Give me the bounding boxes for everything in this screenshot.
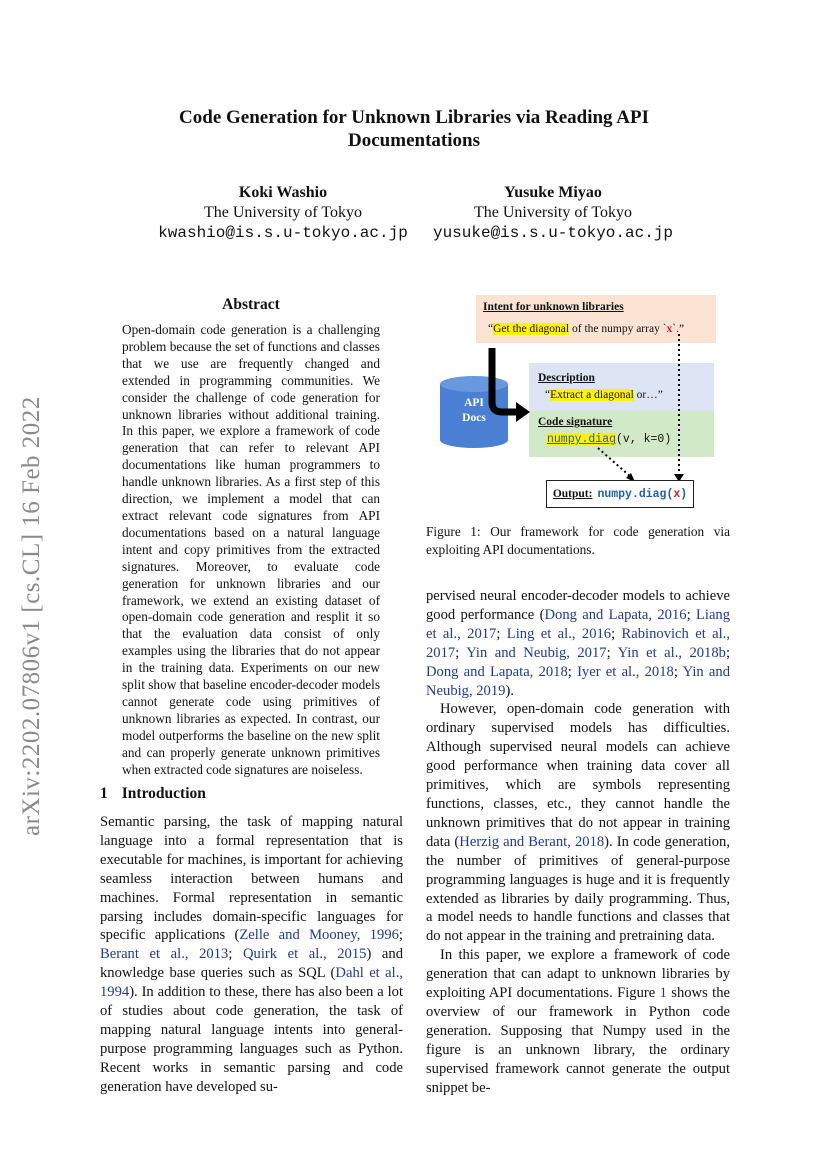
description-label: Description [538,372,595,384]
text-run: or…” [633,389,663,401]
citation-link[interactable]: Ling et al., 2016 [506,625,612,642]
title-line-1: Code Generation for Unknown Libraries via Reading API [179,107,649,128]
text-run: ; [611,625,622,642]
author-name: Koki Washio [238,184,328,201]
citation-link[interactable]: Liang et al., 2017 [426,606,731,642]
text-run: ; [228,946,243,963]
arxiv-identifier: arXiv:2202.07806v1 [cs.CL] 16 Feb 2022 [18,396,45,836]
signature-args: (v, k=0) [616,433,672,446]
citation-link[interactable]: Quirk et al., 2015 [242,946,367,963]
citation-link[interactable]: Yin et al., 2018b [617,644,726,661]
text-run: `.” [672,323,685,335]
text-run: ; [567,663,578,680]
paragraph [426,587,730,700]
text-run: ). In addition to these, there has also been a lot of studies about code generation, the task of mapping natural language intents into general-purpose programming languages such as Python. Recent works in semantic parsing and code generation have developed su- [100,984,403,1095]
text-run: ) and knowledge base queries such as SQL ( [100,946,403,982]
text-run: ; [496,625,507,642]
citation-link[interactable]: Dong and Lapata, 2018 [426,663,568,680]
citation-link[interactable]: Dahl et al., 1994 [100,965,403,1001]
text-run: Semantic parsing, the task of mapping natural language into a formal representation that is executable for machines, is important for achieving seamless interaction between humans and machines. Formal representation in semantic parsing includes domain-specific languages for specific applications ( [100,814,403,944]
citation-link[interactable]: Rabinovich et al., 2017 [426,625,730,661]
author-email: kwashio@is.s.u-tokyo.ac.jp [158,224,408,242]
author-affiliation: The University of Tokyo [473,204,633,221]
output-close-paren: ) [680,487,688,501]
citation-link[interactable]: Herzig and Berant, 2018 [459,833,605,850]
text-run: However, open-domain code generation with ordinary supervised models has difficulties. Although supervised neural models can achieve good performance when training data cover all primitives, which are symbols representing functions, classes, etc., they cannot handle the unknown primitives that do not appear in training data ( [426,701,730,850]
author-email: yusuke@is.s.u-tokyo.ac.jp [432,224,674,242]
figure-output-box [546,480,694,508]
abstract-text: Open-domain code generation is a challenging problem because the set of functions and classes that we use are frequently changed and extended in programming communities. We consider the challenge of code generation for unknown libraries without additional training. In this paper, we explore a framework of code generation that can refer to relevant API documentations like human programmers to handle unknown libraries. As a first step of this direction, we implement a model that can extract relevant code signatures from API documentations based on a natural language intent and copy primitives from the extracted signatures. Moreover, to evaluate code generation for unknown libraries and our framework, we extend an existing dataset of open-domain code generation and resplit it so that the evaluation data consist of only examples using the libraries that do not appear in the training data. Experiments on our new split show that baseline encoder-decoder models cannot generate code using primitives of unknown libraries as expected. In contrast, our model outperforms the baseline on the new split and can properly generate unknown primitives when extracted code signatures are noiseless. [122,322,380,777]
text-run: ; [673,663,683,680]
citation-link[interactable]: Zelle and Mooney, 1996 [239,927,399,944]
intent-variable-x: x [666,323,673,335]
citation-link[interactable]: Berant et al., 2013 [100,946,229,963]
api-docs-label [446,396,502,426]
citation-link[interactable]: Yin and Neubig, 2017 [466,644,607,661]
text-run: In this paper, we explore a framework of code generation that can adapt to unknown libraries by exploiting API documentations. Figure [426,947,730,1002]
description-highlight: Extract a diagonal [550,389,634,401]
text-run: of the numpy array ` [569,323,667,335]
author-name: Yusuke Miyao [504,184,602,201]
intro-paragraph [100,813,403,1097]
x-to-output-dotted-arrow-icon [674,334,684,482]
abstract-heading: Abstract [222,296,280,313]
text-run: “ [545,389,551,401]
output-function: numpy.diag( [597,487,674,501]
output-variable-x: x [673,487,681,501]
figure-caption: Figure 1: Our framework for code generation via exploiting API documentations. [426,524,730,557]
paper-title [100,106,728,152]
text-run: ). [505,682,514,699]
section-number: 1 [100,785,108,802]
text-run: ; [606,644,618,661]
text-run: shows the overview of our framework in Python code generation. Supposing that Numpy used in the figure is an unknown library, the ordinary supervised framework cannot generate the output snippet be- [426,985,730,1096]
text-run: ). In code generation, the number of primitives of general-purpose programming languages is huge and it is frequently extended as libraries by daily programming. Thus, a model needs to handle functions and classes that do not appear in the training and pretraining data. [426,833,730,945]
text-run: “ [488,323,494,335]
section-title: Introduction [121,785,206,802]
output-code [597,488,687,501]
author-block-2 [418,183,688,243]
text-run: ; [398,927,403,944]
text-run: pervised neural encoder-decoder models to achieve good performance ( [426,588,730,623]
title-line-2: Documentations [348,130,480,151]
citation-link[interactable]: Dong and Lapata, 2016 [544,606,687,623]
citation-link[interactable]: Yin and Neubig, 2019 [426,663,730,699]
paragraph [426,700,730,946]
figure-reference-link[interactable]: 1 [659,985,667,1002]
text-run: ; [455,644,467,661]
author-affiliation: The University of Tokyo [203,204,363,221]
signature-to-output-dotted-arrow-icon [598,448,635,482]
api-docs-line-1: API [464,397,484,409]
api-docs-line-2: Docs [462,412,486,424]
intent-highlight: Get the diagonal [493,323,570,335]
paragraph [426,946,730,1097]
output-label: Output: [552,488,593,500]
intent-label: Intent for unknown libraries [483,301,624,313]
signature-function: numpy.diag [547,433,617,446]
text-run: ; [725,644,730,661]
citation-link[interactable]: Iyer et al., 2018 [577,663,674,680]
author-block-1 [128,183,438,243]
body-column-right [426,587,730,1097]
signature-label: Code signature [538,416,613,428]
text-run: ; [686,606,696,623]
section-heading-introduction [100,785,206,803]
